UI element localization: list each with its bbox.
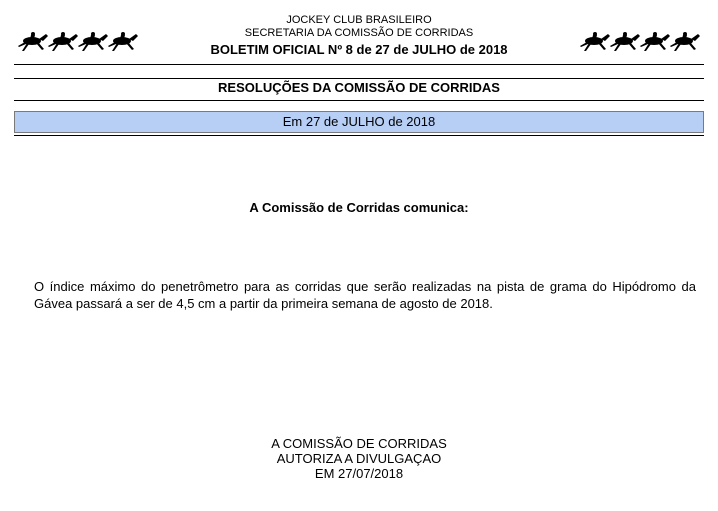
bulletin-header xyxy=(14,14,704,62)
department-name: SECRETARIA DA COMISSÃO DE CORRIDAS xyxy=(244,27,474,39)
organization-name: JOCKEY CLUB BRASILEIRO xyxy=(286,14,432,26)
signature-date: EM 27/07/2018 xyxy=(314,466,404,481)
section-title: RESOLUÇÕES DA COMISSÃO DE CORRIDAS xyxy=(218,80,500,95)
date-divider xyxy=(14,135,704,136)
section-bottom-rule xyxy=(14,100,704,101)
date-banner: Em 27 de JULHO de 2018 xyxy=(14,111,704,133)
header-divider xyxy=(14,64,704,65)
resolution-paragraph: O índice máximo do penetrômetro para as corridas que serão realizadas na pista de grama do Hipódromo da Gávea passará a ser de 4,5 cm a partir da primeira semana de agosto de 2018. xyxy=(34,279,696,311)
section-top-rule xyxy=(14,78,704,79)
racehorses-icon xyxy=(578,30,704,52)
bulletin-title: BOLETIM OFICIAL Nº 8 de 27 de JULHO de 2018 xyxy=(210,42,508,57)
announcement-heading: A Comissão de Corridas comunica: xyxy=(249,200,469,215)
signature-line: A COMISSÃO DE CORRIDAS xyxy=(271,436,447,451)
signature-line: AUTORIZA A DIVULGAÇAO xyxy=(276,451,442,466)
signature-block xyxy=(14,436,704,481)
